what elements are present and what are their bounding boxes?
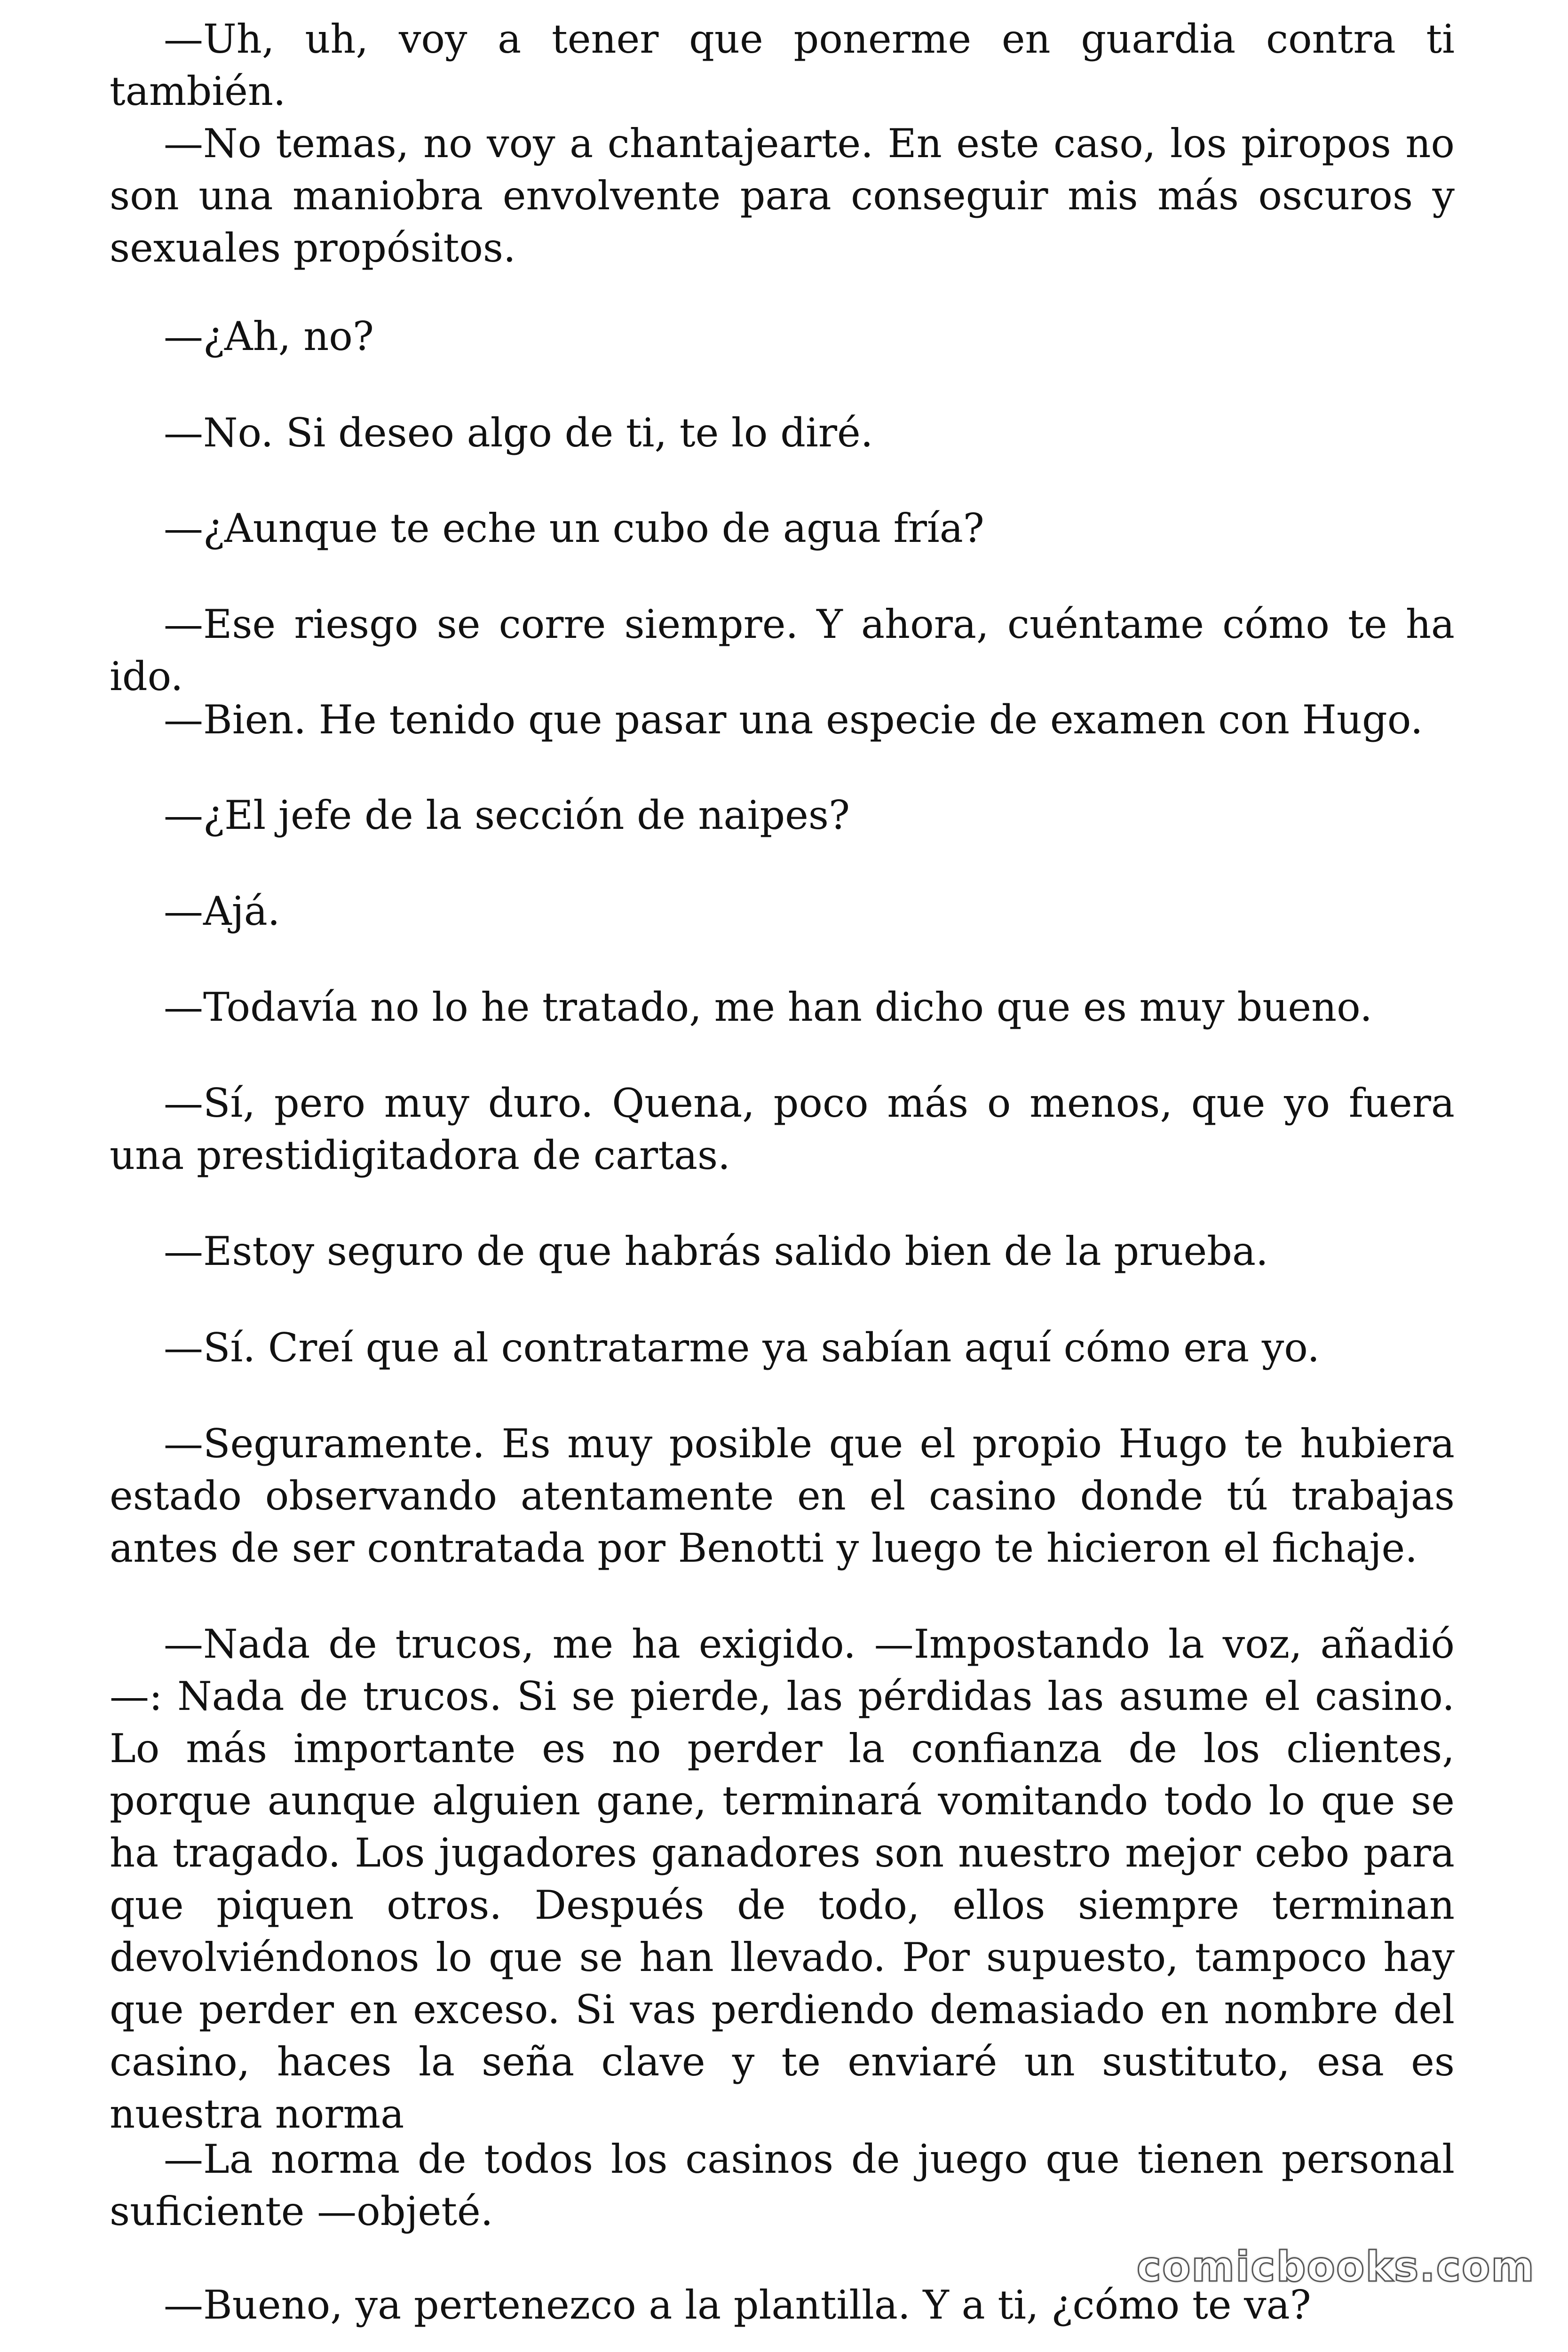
dialogue-paragraph: —Sí, pero muy duro. Quena, poco más o menos, que yo fuera una prestidigitadora de cartas. — [110, 1080, 1455, 1178]
dialogue-paragraph: —Bien. He tenido que pasar una especie de examen con Hugo. — [164, 697, 1423, 743]
dialogue-paragraph: —No. Si deseo algo de ti, te lo diré. — [164, 410, 873, 456]
dialogue-paragraph: —¿Ah, no? — [164, 313, 374, 359]
dialogue-paragraph: —¿Aunque te eche un cubo de agua fría? — [164, 505, 984, 551]
dialogue-paragraph: —Nada de trucos, me ha exigido. —Impostando la voz, añadió—: Nada de trucos. Si se pierde, las pérdidas las asume el casino. Lo más importante es no perder la confianza de los clientes, porque aunque alguien gane, terminará vomitando todo lo que se ha tragado. Los jugadores ganadores son nuestro mejor cebo para que piquen otros. Después de todo, ellos siempre terminan devolviéndonos lo que se han llevado. Por supuesto, tampoco hay que perder en exceso. Si vas perdiendo demasiado en nombre del casino, haces la seña clave y te enviaré un sustituto, esa es nuestra norma — [110, 1621, 1455, 2137]
dialogue-paragraph: —¿El jefe de la sección de naipes? — [164, 792, 850, 838]
dialogue-paragraph: —Estoy seguro de que habrás salido bien de la prueba. — [164, 1228, 1268, 1274]
dialogue-paragraph: —La norma de todos los casinos de juego que tienen personal suficiente —objeté. — [110, 2136, 1455, 2234]
dialogue-paragraph: —Sí. Creí que al contratarme ya sabían aquí cómo era yo. — [164, 1325, 1320, 1371]
dialogue-paragraph: —Uh, uh, voy a tener que ponerme en guardia contra ti también. — [110, 16, 1455, 114]
dialogue-paragraph: —Ajá. — [164, 888, 280, 934]
dialogue-paragraph: —No temas, no voy a chantajearte. En este caso, los piropos no son una maniobra envolvente para conseguir mis más oscuros y sexuales propósitos. — [110, 120, 1455, 271]
dialogue-paragraph: —Ese riesgo se corre siempre. Y ahora, cuéntame cómo te ha ido. — [110, 601, 1455, 699]
site-watermark: comicbooks.com — [1136, 2242, 1535, 2291]
dialogue-paragraph: —Bueno, ya pertenezco a la plantilla. Y a ti, ¿cómo te va? — [164, 2282, 1311, 2328]
dialogue-paragraph: —Todavía no lo he tratado, me han dicho que es muy bueno. — [164, 984, 1372, 1030]
dialogue-paragraph: —Seguramente. Es muy posible que el propio Hugo te hubiera estado observando atentamente en el casino donde tú trabajas antes de ser contratada por Benotti y luego te hicieron el fichaje. — [110, 1421, 1455, 1571]
